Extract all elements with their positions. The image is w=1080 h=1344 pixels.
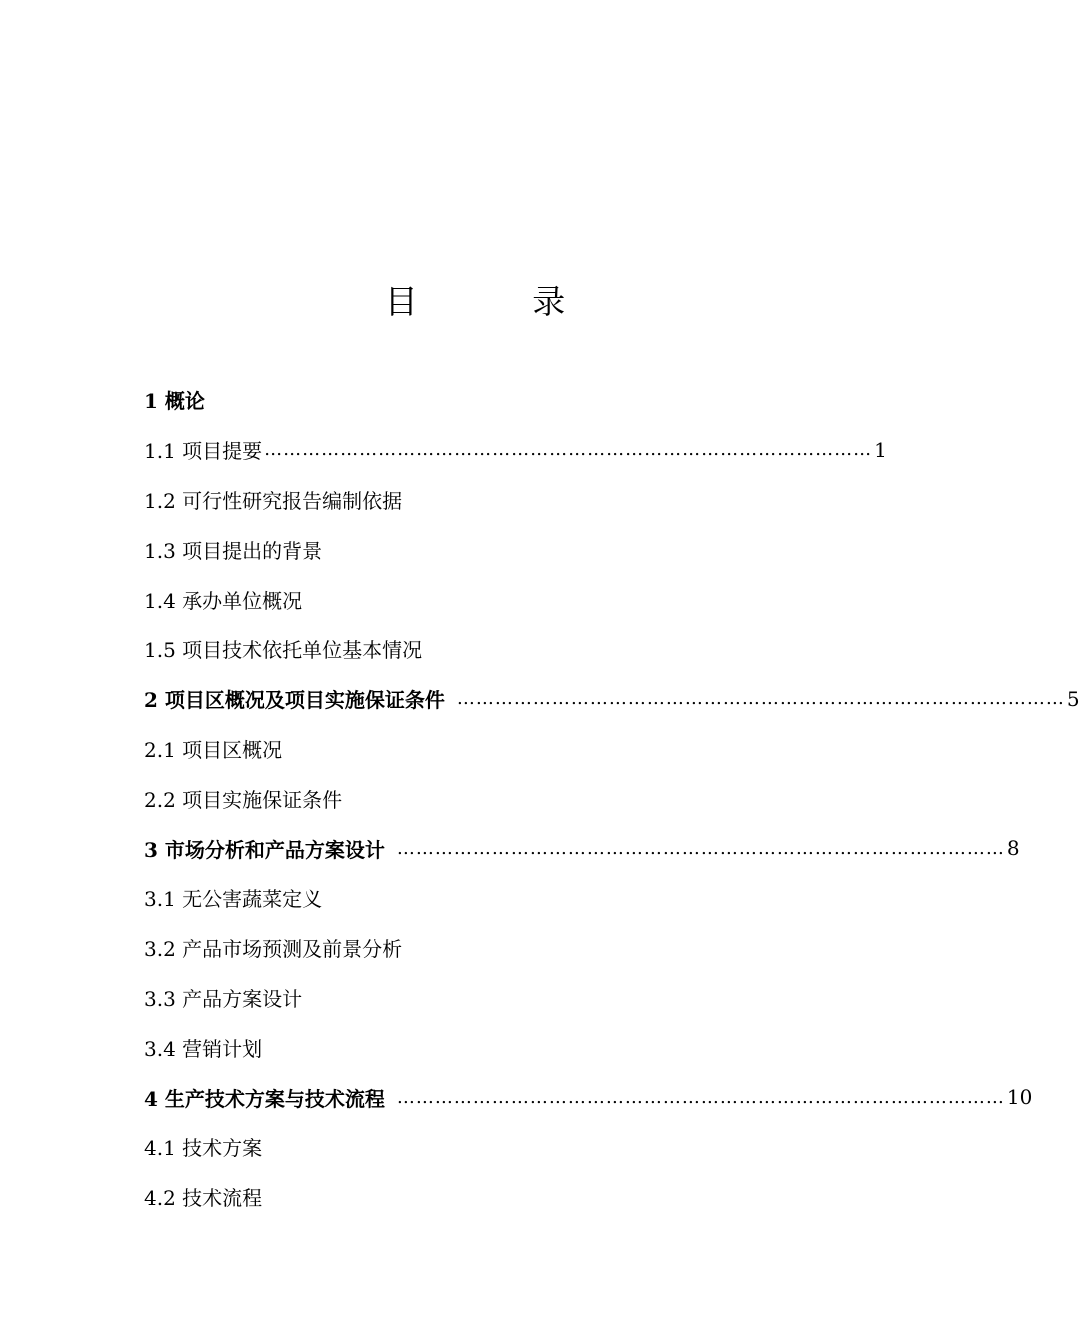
toc-entry[interactable] [144,1172,784,1222]
toc-entry[interactable] [144,823,1020,873]
toc-entry-label: 3.4 营销计划 [144,1036,263,1061]
toc-entry-label: 4 生产技术方案与技术流程 [144,1086,385,1111]
toc-entry[interactable] [144,873,784,923]
toc-entry-label: 1.2 可行性研究报告编制依据 [144,488,403,513]
toc-entry[interactable] [144,1122,784,1172]
toc-entry-label: 1.4 承办单位概况 [144,588,303,613]
toc-entry-label: 4.1 技术方案 [144,1136,263,1161]
toc-entry-label: 3.1 无公害蔬菜定义 [144,887,323,912]
toc-entry[interactable] [144,923,784,973]
toc-dot-leader: …………………………………………………………………………………… [396,837,1005,859]
toc-entry-page: 1 [874,437,887,462]
toc-entry-label: 1.1 项目提要 [144,439,263,464]
toc-entry-page: 10 [1006,1085,1033,1110]
toc-entry-label: 1.5 项目技术依托单位基本情况 [144,638,423,663]
toc-entry-label: 3.2 产品市场预测及前景分析 [144,937,403,962]
toc-entry[interactable] [144,425,887,475]
toc-entry-label: 2 项目区概况及项目实施保证条件 [144,688,445,713]
toc-entry-page: 5 [1066,686,1080,711]
toc-entry[interactable] [144,524,784,574]
toc-title: 目 录 [384,282,618,321]
toc-entry-label: 4.2 技术流程 [144,1186,263,1211]
toc-entry-label: 3.3 产品方案设计 [144,986,303,1011]
toc-entry-label: 1 概论 [144,389,205,414]
table-of-contents [144,375,1080,1222]
toc-dot-leader: …………………………………………………………………………………… [456,688,1065,710]
toc-entry-label: 3 市场分析和产品方案设计 [144,837,385,862]
toc-entry[interactable] [144,624,784,674]
toc-entry[interactable] [144,674,1080,724]
toc-entry[interactable] [144,1072,1033,1122]
toc-dot-leader: …………………………………………………………………………………… [396,1086,1005,1108]
toc-entry[interactable] [144,973,784,1023]
toc-entry-label: 2.1 项目区概况 [144,737,283,762]
toc-entry[interactable] [144,773,784,823]
toc-entry[interactable] [144,1022,784,1072]
toc-entry-label: 1.3 项目提出的背景 [144,538,323,563]
toc-entry[interactable] [144,724,784,774]
toc-entry-page: 8 [1006,836,1020,861]
toc-entry[interactable] [144,375,784,425]
toc-entry[interactable] [144,574,784,624]
toc-entry-label: 2.2 项目实施保证条件 [144,787,343,812]
toc-entry[interactable] [144,475,784,525]
toc-dot-leader: …………………………………………………………………………………… [264,439,873,461]
